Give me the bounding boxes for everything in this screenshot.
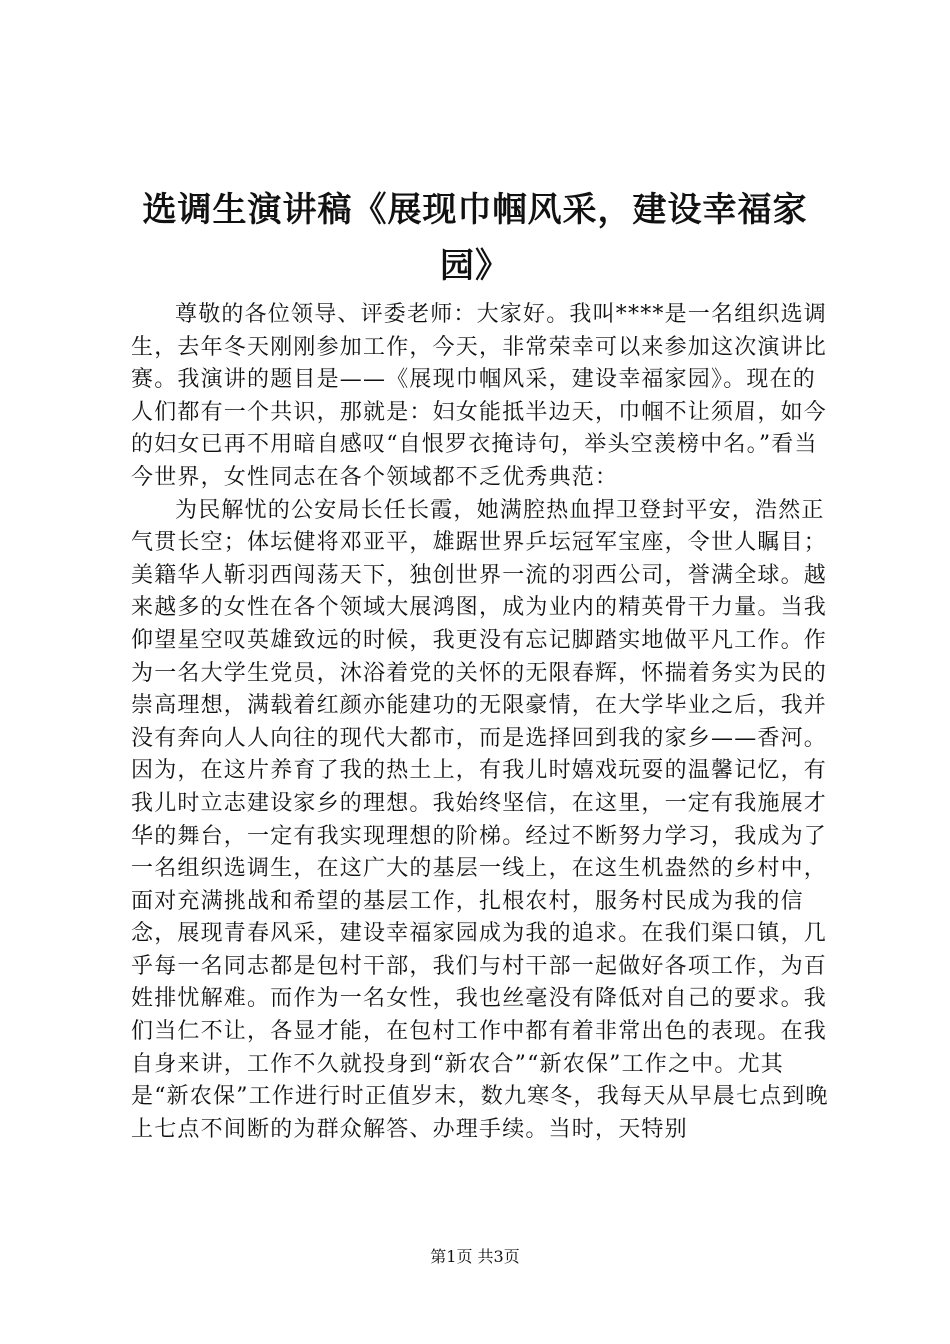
page-number-footer: 第1页 共3页 (430, 1247, 520, 1266)
document-title (110, 182, 840, 294)
title-line-2: 园》 (440, 246, 510, 286)
paragraph: 为民解忧的公安局长任长霞，她满腔热血捍卫登封平安，浩然正气贯长空；体坛健将邓亚平，雄踞世界乒坛冠军宝座，令世人瞩目；美籍华人靳羽西闯荡天下，独创世界一流的羽西公司，誉满全球。越来越多的女性在各个领域大展鸿图，成为业内的精英骨干力量。当我仰望星空叹英雄致远的时候，我更没有忘记脚踏实地做平凡工作。作为一名大学生党员，沐浴着党的关怀的无限春辉，怀揣着务实为民的崇高理想，满载着红颜亦能建功的无限豪情，在大学毕业之后，我并没有奔向人人向往的现代大都市，而是选择回到我的家乡——香河。因为，在这片养育了我的热土上，有我儿时嬉戏玩耍的温馨记忆，有我儿时立志建设家乡的理想。我始终坚信，在这里，一定有我施展才华的舞台，一定有我实现理想的阶梯。经过不断努力学习，我成为了一名组织选调生，在这广大的基层一线上，在这生机盎然的乡村中，面对充满挑战和希望的基层工作，扎根农村，服务村民成为我的信念，展现青春风采，建设幸福家园成为我的追求。在我们渠口镇，几乎每一名同志都是包村干部，我们与村干部一起做好各项工作，为百姓排忧解难。而作为一名女性，我也丝毫没有降低对自己的要求。我们当仁不让，各显才能，在包村工作中都有着非常出色的表现。在我自身来讲，工作不久就投身到“新农合”“新农保”工作之中。尤其是“新农保”工作进行时正值岁末，数九寒冬，我每天从早晨七点到晚上七点不间断的为群众解答、办理手续。当时，天特别 (131, 497, 829, 1142)
title-line-1: 选调生演讲稿《展现巾帼风采，建设幸福家 (142, 190, 808, 230)
document-body (131, 299, 831, 1146)
paragraph: 尊敬的各位领导、评委老师：大家好。我叫****是一名组织选调生，去年冬天刚刚参加工作，今天，非常荣幸可以来参加这次演讲比赛。我演讲的题目是——《展现巾帼风采，建设幸福家园》。现在的人们都有一个共识，那就是：妇女能抵半边天，巾帼不让须眉，如今的妇女已再不用暗自感叹“自恨罗衣掩诗句，举头空羡榜中名。”看当今世界，女性同志在各个领域都不乏优秀典范： (131, 302, 828, 490)
